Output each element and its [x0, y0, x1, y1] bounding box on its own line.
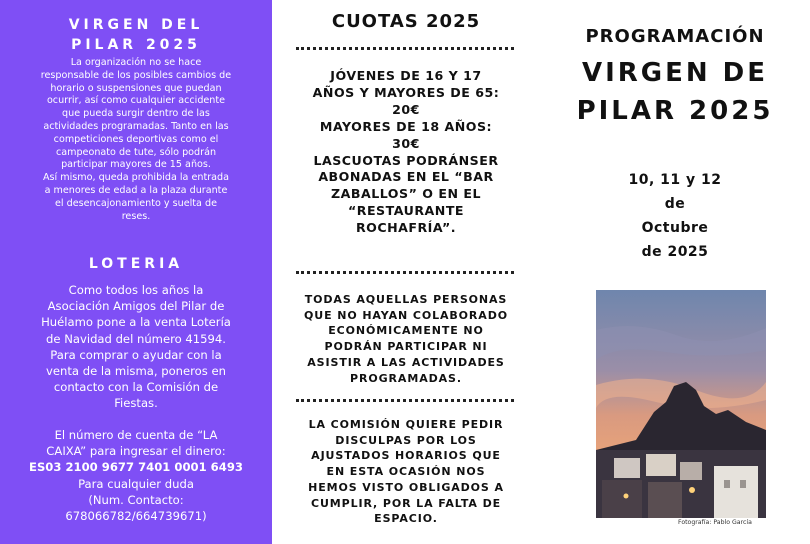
- right-title-line2: PILAR 2025: [576, 96, 774, 126]
- left-title-line1: VIRGEN DEL: [68, 17, 204, 33]
- dotted-divider: [296, 271, 514, 274]
- dotted-divider: [296, 47, 514, 50]
- photo-credit: Fotografía: Pablo García: [678, 519, 752, 526]
- account-info: El número de cuenta de “LA CAIXA” para ingresar el dinero: ES03 2100 9677 7401 0001 6493 Para cualquier duda (Num. Contacto: 678066782/664739671): [10, 427, 262, 524]
- left-title-line2: PILAR 2025: [71, 37, 201, 53]
- programacion-heading: PROGRAMACIÓN: [585, 26, 765, 47]
- left-panel: [0, 0, 272, 544]
- village-sunset-photo: [596, 290, 766, 518]
- cuotas-title: CUOTAS 2025: [331, 11, 481, 32]
- fees-block: JÓVENES DE 16 Y 17 AÑOS Y MAYORES DE 65: 20€ MAYORES DE 18 AÑOS: 30€ LASCUOTAS PODRÁNSER ABONADAS EN EL “BAR ZABALLOS” O EN EL “RESTAURANTE ROCHAFRÍA”.: [312, 68, 500, 236]
- dotted-divider: [296, 399, 514, 402]
- middle-panel: [272, 0, 540, 544]
- loteria-title: LOTERIA: [88, 256, 184, 272]
- event-dates: 10, 11 y 12 de Octubre de 2025: [628, 172, 722, 260]
- apology-block: LA COMISIÓN QUIERE PEDIR DISCULPAS POR LOS AJUSTADOS HORARIOS QUE EN ESTA OCASIÓN NOS HEMOS VISTO OBLIGADOS A CUMPLIR, POR LA FALTA DE ESPACIO.: [308, 418, 504, 526]
- notice-block: TODAS AQUELLAS PERSONAS QUE NO HAYAN COLABORADO ECONÓMICAMENTE NO PODRÁN PARTICIPAR NI ASISTIR A LAS ACTIVIDADES PROGRAMADAS.: [304, 293, 508, 385]
- iban-number: ES03 2100 9677 7401 0001 6493: [29, 460, 243, 475]
- right-title-line1: VIRGEN DE: [581, 58, 769, 88]
- loteria-text: Como todos los años la Asociación Amigos del Pilar de Huélamo pone a la venta Lotería de Navidad del número 41594. Para comprar o ayudar con la venta de la misma, poneros en contacto con la Comisión de Fiestas.: [41, 283, 231, 411]
- disclaimer-text: La organización no se hace responsable de los posibles cambios de horario o suspensiones que puedan ocurrir, así como cualquier accidente que pueda surgir dentro de las actividades programadas. Tanto en las competiciones deportivas como el campeonato de tute, sólo podrán participar mayores de 15 años. Así mismo, queda prohibida la entrada a menores de edad a la plaza durante el desencajonamiento y suelta de reses.: [40, 57, 232, 222]
